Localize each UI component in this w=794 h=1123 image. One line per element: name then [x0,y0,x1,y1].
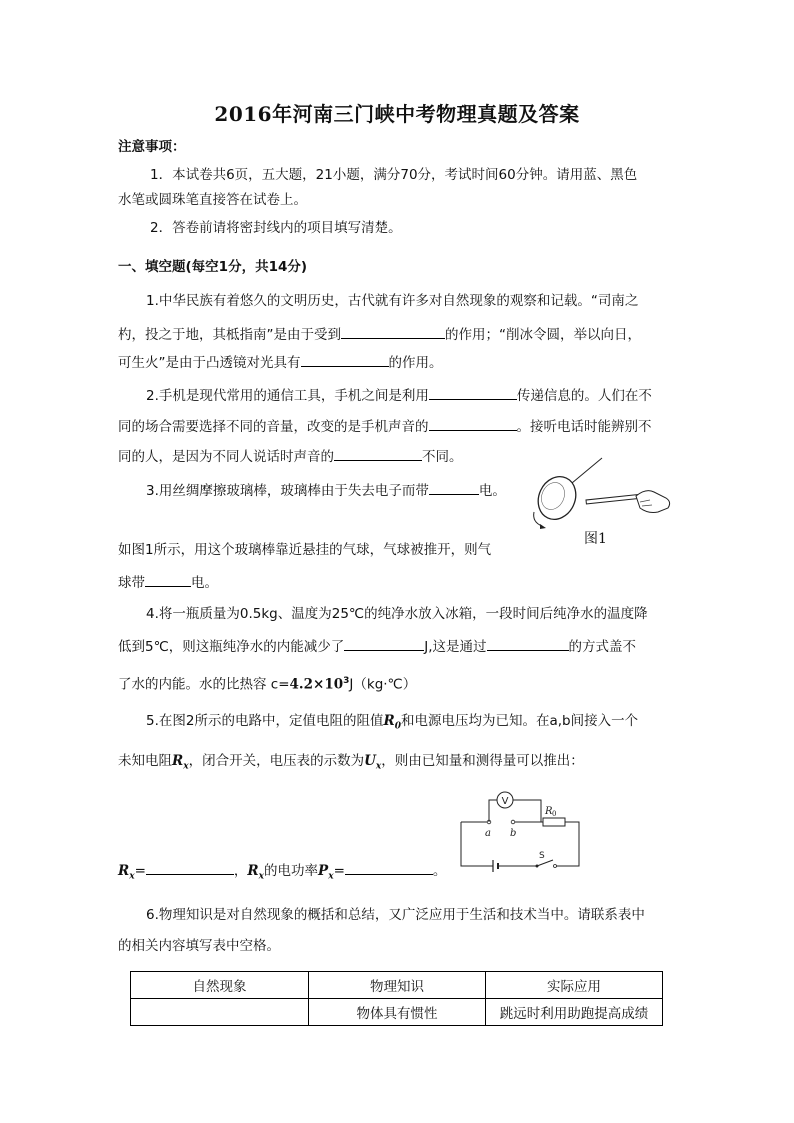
q4-blank-2[interactable] [487,636,569,651]
q2-line-2 [118,416,652,436]
r0-subscript: 0 [394,721,401,732]
equals-sign: = [333,863,345,879]
q3-text: 电。 [191,575,218,591]
q5-text: 。 [432,863,447,879]
balloon [531,470,582,525]
swing-arrow [534,512,542,526]
rx-subscript: x [183,761,189,772]
q2-text: 同的人，是因为不同人说话时声音的 [118,449,334,465]
r0-symbol: R [383,713,395,729]
rx-symbol: R [118,863,130,879]
knowledge-table [130,971,663,1026]
q3-text: 电。 [478,483,506,499]
q4-text: J（kg·℃） [349,676,417,693]
q5-text: ，则由已知量和测得量可以推出： [381,753,584,769]
glass-rod [586,494,644,504]
circuit-wire [513,800,541,822]
px-subscript: x [328,871,334,882]
page-title: 2016年河南三门峡中考物理真题及答案 [214,102,580,126]
table-header-practical-application: 实际应用 [486,972,663,999]
figure-2-circuit [455,786,585,872]
terminal-a-label: a [485,828,491,839]
q6-line-1: 6.物理知识是对自然现象的概括和总结，又广泛应用于生活和技术当中。请联系表中 [146,907,645,923]
q5-text: 未知电阻 [118,753,172,769]
q3-text: 3.用丝绸摩擦玻璃棒，玻璃棒由于失去电子而带 [146,483,429,499]
voltmeter-label: V [501,796,509,807]
table-cell: 物体具有惯性 [309,999,486,1026]
q1-blank-1[interactable] [341,324,445,339]
q5-text: 和电源电压均为已知。在a,b间接入一个 [400,713,639,729]
specific-heat-exponent: 3 [343,676,350,686]
figure-1-label: 图1 [584,531,607,547]
ux-subscript: x [375,761,382,772]
table-header-row [131,972,663,999]
q3-line-1 [146,480,506,500]
q5-text: 5.在图2所示的电路中，定值电阻的阻值 [146,713,384,729]
q3-line-2: 如图1所示，用这个玻璃棒靠近悬挂的气球，气球被推开，则气 [118,542,492,558]
q4-text: 的方式盖不 [568,639,637,655]
q2-text: 同的场合需要选择不同的音量，改变的是手机声音的 [118,419,429,435]
q5-line-3 [118,860,446,886]
q5-line-1 [146,712,638,736]
q1-blank-2[interactable] [301,352,389,367]
table-row [131,999,663,1026]
table-cell-blank[interactable] [131,999,309,1026]
r0-label: R [545,806,553,817]
q5-blank-2[interactable] [345,860,433,875]
q3-line-3 [118,572,218,592]
q2-text: 不同。 [422,449,463,465]
notice-item-1-line-1: 1．本试卷共6页，五大题，21小题，满分70分，考试时间60分钟。请用蓝、黑色 [150,167,638,183]
q5-text: ，闭合开关，电压表的示数为 [188,753,365,769]
terminal-b-label: b [510,828,517,839]
q4-blank-1[interactable] [344,636,424,651]
resistor-r0 [543,818,565,826]
notice-item-2: 2．答卷前请将密封线内的项目填写清楚。 [150,220,402,236]
q3-blank-1[interactable] [429,480,479,495]
rx-symbol: R [247,863,259,879]
section-1-heading: 一、填空题(每空1分，共14分) [118,259,308,275]
q5-text: 的电功率 [264,863,319,879]
q2-text: 。接听电话时能辨别不 [516,419,652,435]
q2-text: 传递信息的。人们在不 [516,388,652,404]
q2-line-3 [118,446,463,466]
terminal-b [511,820,515,824]
q1-line-3 [118,352,443,372]
rx-subscript: x [129,871,135,882]
notice-heading: 注意事项： [118,139,186,155]
r0-label-subscript: 0 [552,810,557,818]
q2-text: 2.手机是现代常用的通信工具，手机之间是利用 [146,388,429,404]
q1-line-1: 1.中华民族有着悠久的文明历史，古代就有许多对自然现象的观察和记载。“司南之 [146,293,639,309]
q4-text: J,这是通过 [424,639,487,655]
q2-line-1 [146,385,652,405]
specific-heat-value: 4.2×10 [289,676,344,693]
q4-text: 低到5℃，则这瓶纯净水的内能减少了 [118,639,345,655]
rx-subscript: x [258,871,265,882]
q4-line-2 [118,636,636,656]
table-cell: 跳远时利用助跑提高成绩 [486,999,663,1026]
q1-text: 的作用；“削冰令圆，举以向日， [445,327,641,343]
q5-blank-1[interactable] [146,860,234,875]
ux-symbol: U [364,753,376,769]
q1-text: 的作用。 [388,355,443,371]
q4-line-1: 4.将一瓶质量为0.5kg、温度为25℃的纯净水放入冰箱，一段时间后纯净水的温度降 [146,606,648,622]
px-symbol: P [318,863,329,879]
switch-label: S [539,851,545,861]
notice-item-1-line-2: 水笔或圆珠笔直接答在试卷上。 [118,192,307,208]
circuit-wire [489,800,497,822]
q4-text: 了水的内能。水的比热容 c= [118,676,290,693]
circuit-wire [556,822,579,866]
table-header-natural-phenomenon: 自然现象 [131,972,309,999]
q2-blank-3[interactable] [334,446,422,461]
q1-line-2 [118,324,641,344]
switch-contact [536,865,539,868]
rx-symbol: R [172,753,184,769]
q2-blank-2[interactable] [429,416,517,431]
q6-line-2: 的相关内容填写表中空格。 [118,938,280,954]
q5-text: ， [233,863,248,879]
q2-blank-1[interactable] [429,385,517,400]
q4-line-3 [118,672,416,694]
q3-text: 球带 [118,575,145,591]
q3-blank-2[interactable] [145,572,191,587]
equals-sign: = [134,863,146,879]
q5-line-2 [118,752,584,776]
q1-text: 可生火”是由于凸透镜对光具有 [118,355,301,371]
q1-text: 杓，投之于地，其柢指南”是由于受到 [118,327,341,343]
swing-arrowhead [540,524,546,529]
table-header-physics-knowledge: 物理知识 [309,972,486,999]
